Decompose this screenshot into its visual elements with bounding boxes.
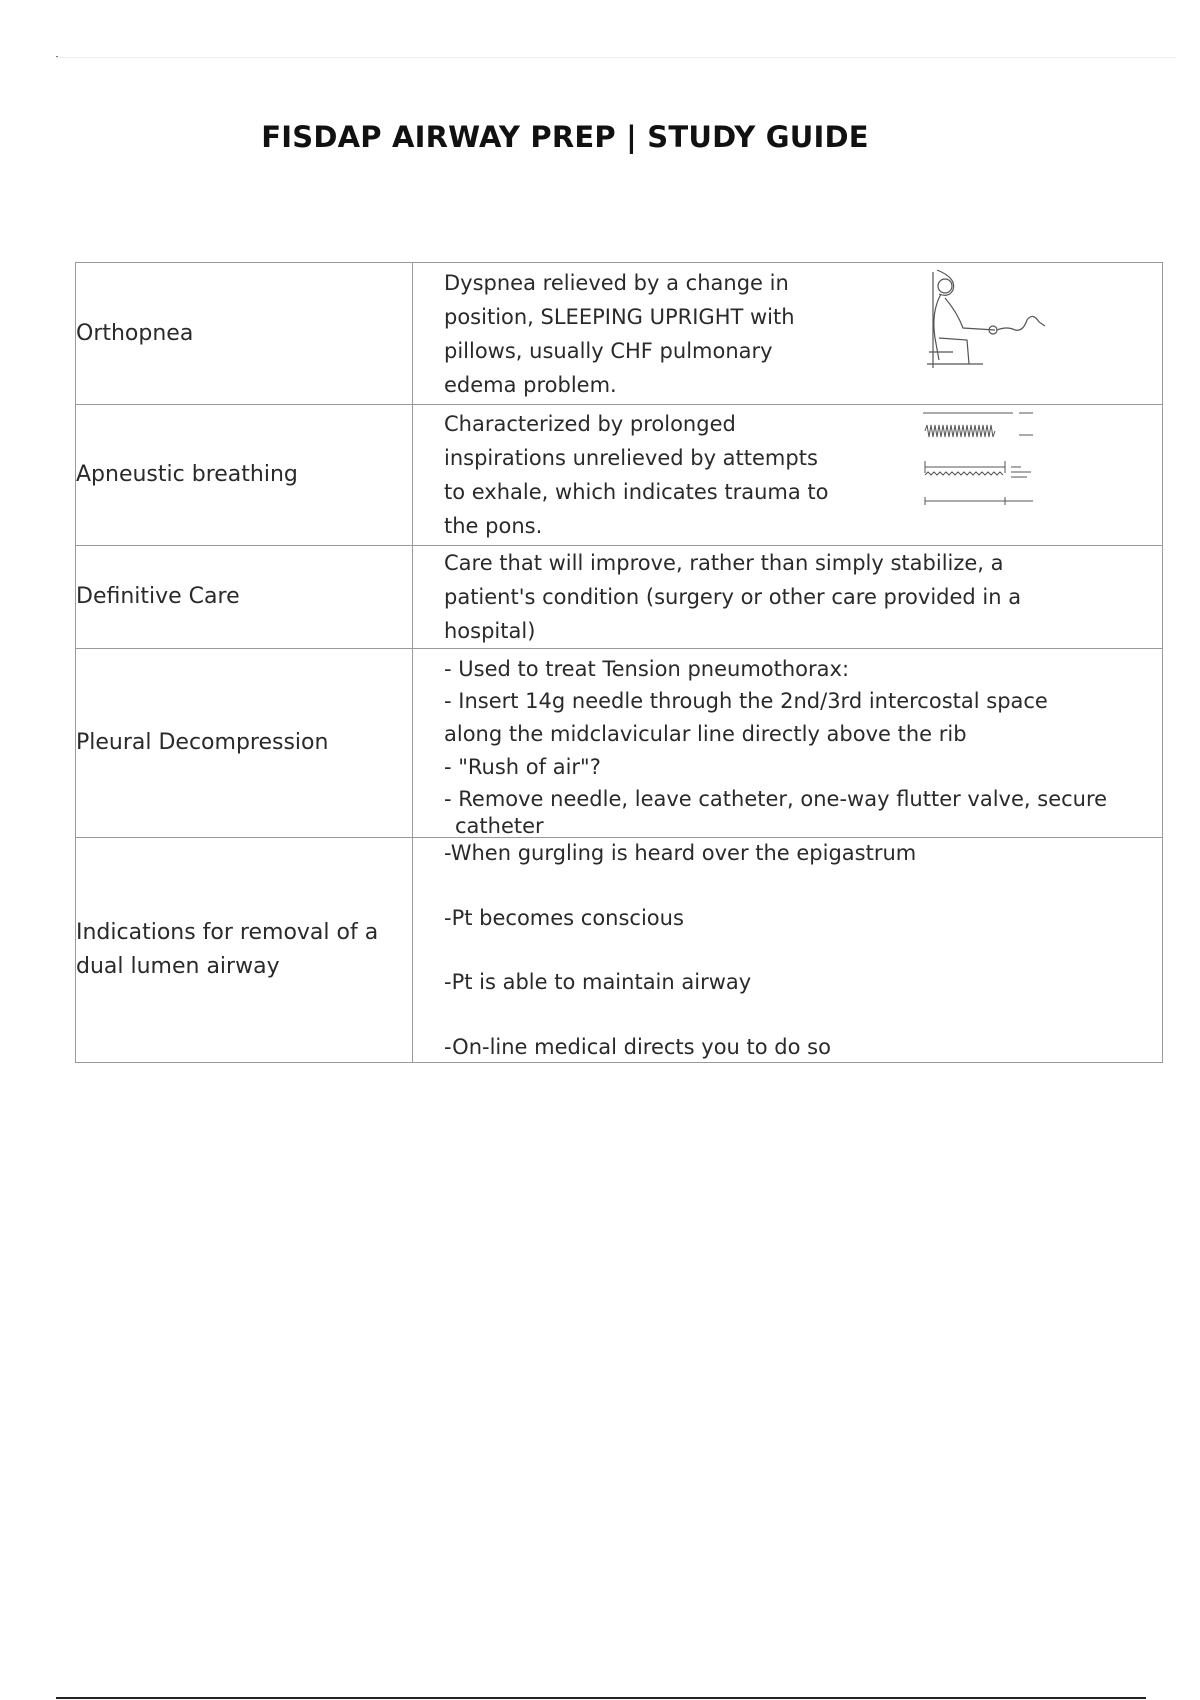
- term-cell: Apneustic breathing: [76, 405, 413, 546]
- list-item: -Pt is able to maintain airway: [444, 970, 752, 995]
- definition-cell: [413, 263, 1163, 405]
- list-item: along the midclavicular line directly above the rib: [444, 722, 967, 746]
- definition-cell: [413, 838, 1163, 1063]
- breathing-waveform-icon: [923, 409, 1053, 513]
- list-item: - "Rush of air"?: [444, 755, 601, 779]
- definition-text: Care that will improve, rather than simply stabilize, a patient's condition (surgery or other care provided in a hospital): [444, 551, 1022, 643]
- term-cell: Pleural Decompression: [76, 649, 413, 838]
- page-title: FISDAP AIRWAY PREP | STUDY GUIDE: [261, 120, 869, 154]
- definition-cell: [413, 405, 1163, 546]
- definition-text: Characterized by prolonged inspirations unrelieved by attempts to exhale, which indicates trauma to the pons.: [444, 412, 829, 538]
- term-cell: Orthopnea: [76, 263, 413, 405]
- table-row: [76, 838, 1163, 1063]
- list-item: -On-line medical directs you to do so: [444, 1034, 831, 1059]
- list-item: -When gurgling is heard over the epigastrum: [444, 841, 917, 866]
- orthopnea-figure-icon: [923, 268, 1051, 372]
- bullet-list: [413, 649, 1162, 837]
- definition-cell: [413, 546, 1163, 649]
- table-row: [76, 405, 1163, 546]
- table-row: [76, 546, 1163, 649]
- term-cell: Indications for removal of a dual lumen airway: [76, 838, 413, 1063]
- term-cell: Definitive Care: [76, 546, 413, 649]
- list-item: - Insert 14g needle through the 2nd/3rd intercostal space: [444, 689, 1048, 713]
- table-row: [76, 649, 1163, 838]
- footer-rule: [56, 1697, 1146, 1699]
- list-item: - Used to treat Tension pneumothorax:: [444, 657, 850, 681]
- definition-text: Dyspnea relieved by a change in position, SLEEPING UPRIGHT with pillows, usually CHF pulmonary edema problem.: [444, 270, 795, 397]
- list-item: - Remove needle, leave catheter, one-way flutter valve, secure: [444, 787, 1108, 811]
- study-guide-table: [75, 262, 1163, 1063]
- table-row: [76, 263, 1163, 405]
- list-item: -Pt becomes conscious: [444, 905, 684, 930]
- list-item: catheter: [455, 814, 544, 838]
- header-rule: [56, 57, 1176, 58]
- definition-cell: [413, 649, 1163, 838]
- bullet-list: [413, 838, 1162, 1062]
